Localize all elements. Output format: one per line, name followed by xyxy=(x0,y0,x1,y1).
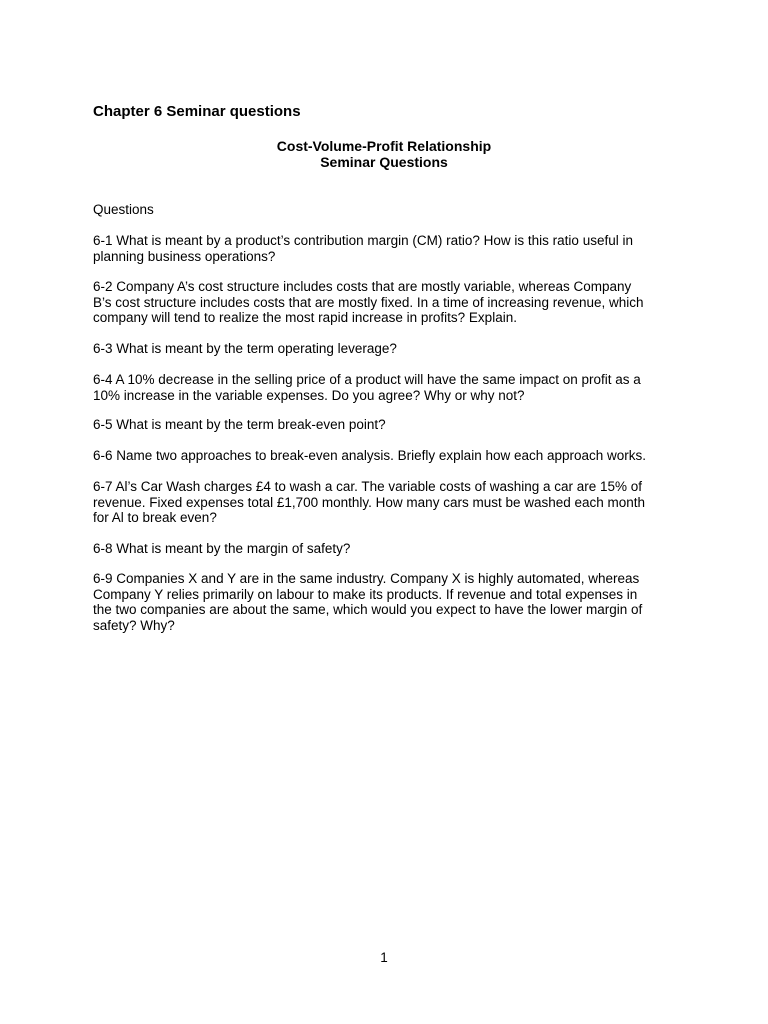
question-6-3: 6-3 What is meant by the term operating leverage? xyxy=(93,341,397,356)
question-6-9: 6-9 Companies X and Y are in the same industry. Company X is highly automated, whereas Company Y relies primarily on labour to make its products. If revenue and total expenses in the two companies are about the same, which would you expect to have the lower margin of safety? Why? xyxy=(93,571,643,633)
question-6-8: 6-8 What is meant by the margin of safety? xyxy=(93,541,351,556)
chapter-heading: Chapter 6 Seminar questions xyxy=(93,103,301,120)
page-number: 1 xyxy=(380,950,388,965)
question-6-2: 6-2 Company A’s cost structure includes costs that are mostly variable, whereas Company B’s cost structure includes costs that are mostly fixed. In a time of increasing revenue, which company will tend to realize the most rapid increase in profits? Explain. xyxy=(93,279,644,325)
document-title xyxy=(0,138,768,170)
title-line-1: Cost-Volume-Profit Relationship xyxy=(276,138,492,154)
section-label: Questions xyxy=(93,202,154,217)
question-6-5: 6-5 What is meant by the term break-even point? xyxy=(93,417,386,432)
question-6-6: 6-6 Name two approaches to break-even analysis. Briefly explain how each approach works. xyxy=(93,448,647,463)
question-6-4: 6-4 A 10% decrease in the selling price of a product will have the same impact on profit as a 10% increase in the variable expenses. Do you agree? Why or why not? xyxy=(93,372,641,403)
title-line-2: Seminar Questions xyxy=(320,154,448,170)
question-6-1: 6-1 What is meant by a product’s contribution margin (CM) ratio? How is this ratio useful in planning business operations? xyxy=(93,233,633,264)
question-6-7: 6-7 Al’s Car Wash charges £4 to wash a car. The variable costs of washing a car are 15% of revenue. Fixed expenses total £1,700 monthly. How many cars must be washed each month for Al to break even? xyxy=(93,479,646,525)
